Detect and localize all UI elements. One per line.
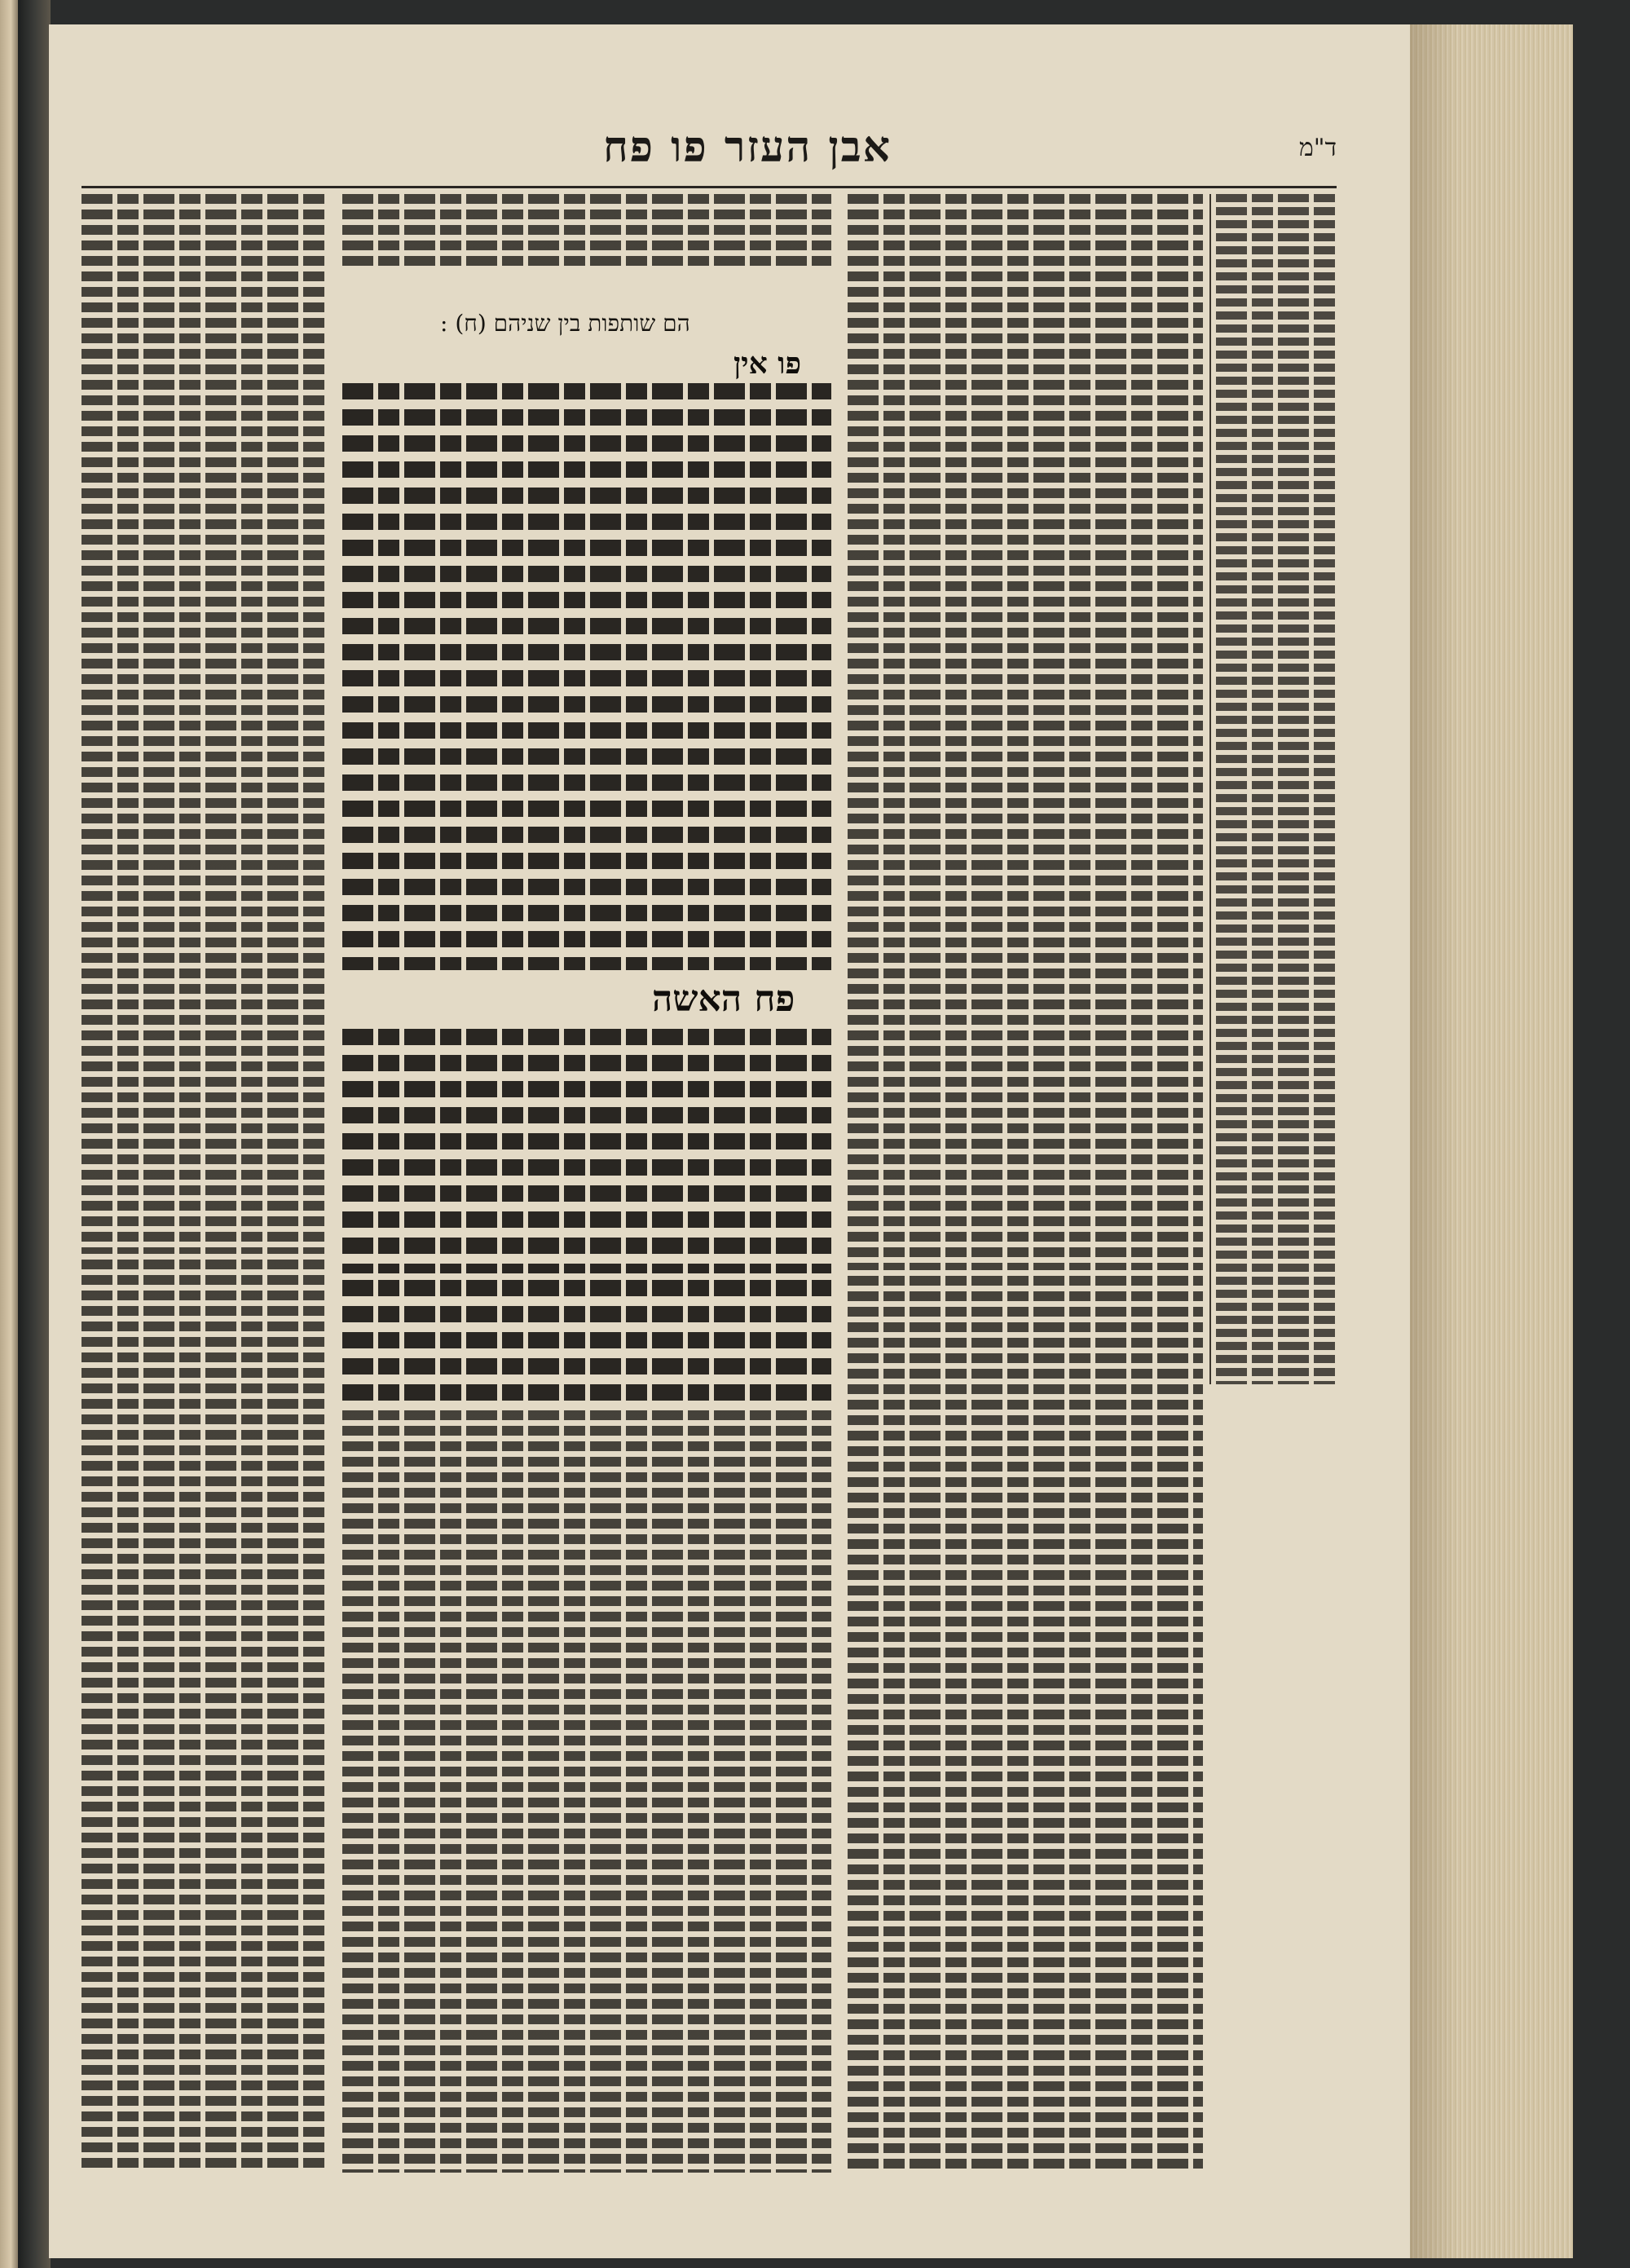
commentary-right-top bbox=[848, 194, 1203, 1270]
commentary-right-bottom bbox=[848, 1276, 1203, 2173]
folio-number: ד"מ bbox=[1298, 134, 1337, 162]
commentary-left-bottom bbox=[82, 1260, 326, 2173]
main-text-intro bbox=[342, 194, 831, 271]
facing-page-edge bbox=[0, 0, 18, 2268]
main-text-siman-pach bbox=[342, 1029, 831, 1273]
commentary-left-top bbox=[82, 194, 326, 1254]
main-text-siman-fu bbox=[342, 383, 831, 970]
lead-word-pach: פח האשה bbox=[652, 978, 795, 1020]
page-title: אבן העזר פו פח bbox=[603, 122, 892, 172]
commentary-center-bottom bbox=[342, 1410, 831, 2173]
main-text-siman-pach-cont bbox=[342, 1280, 831, 1402]
lead-word-fu: פו אין bbox=[734, 346, 802, 381]
running-head bbox=[114, 122, 1353, 179]
section-heading-fu: הם שותפות בין שניהם (ח) : bbox=[440, 310, 690, 337]
header-rule bbox=[82, 186, 1337, 188]
marginal-gloss-column bbox=[1216, 194, 1337, 1384]
book-gutter bbox=[18, 0, 51, 2268]
